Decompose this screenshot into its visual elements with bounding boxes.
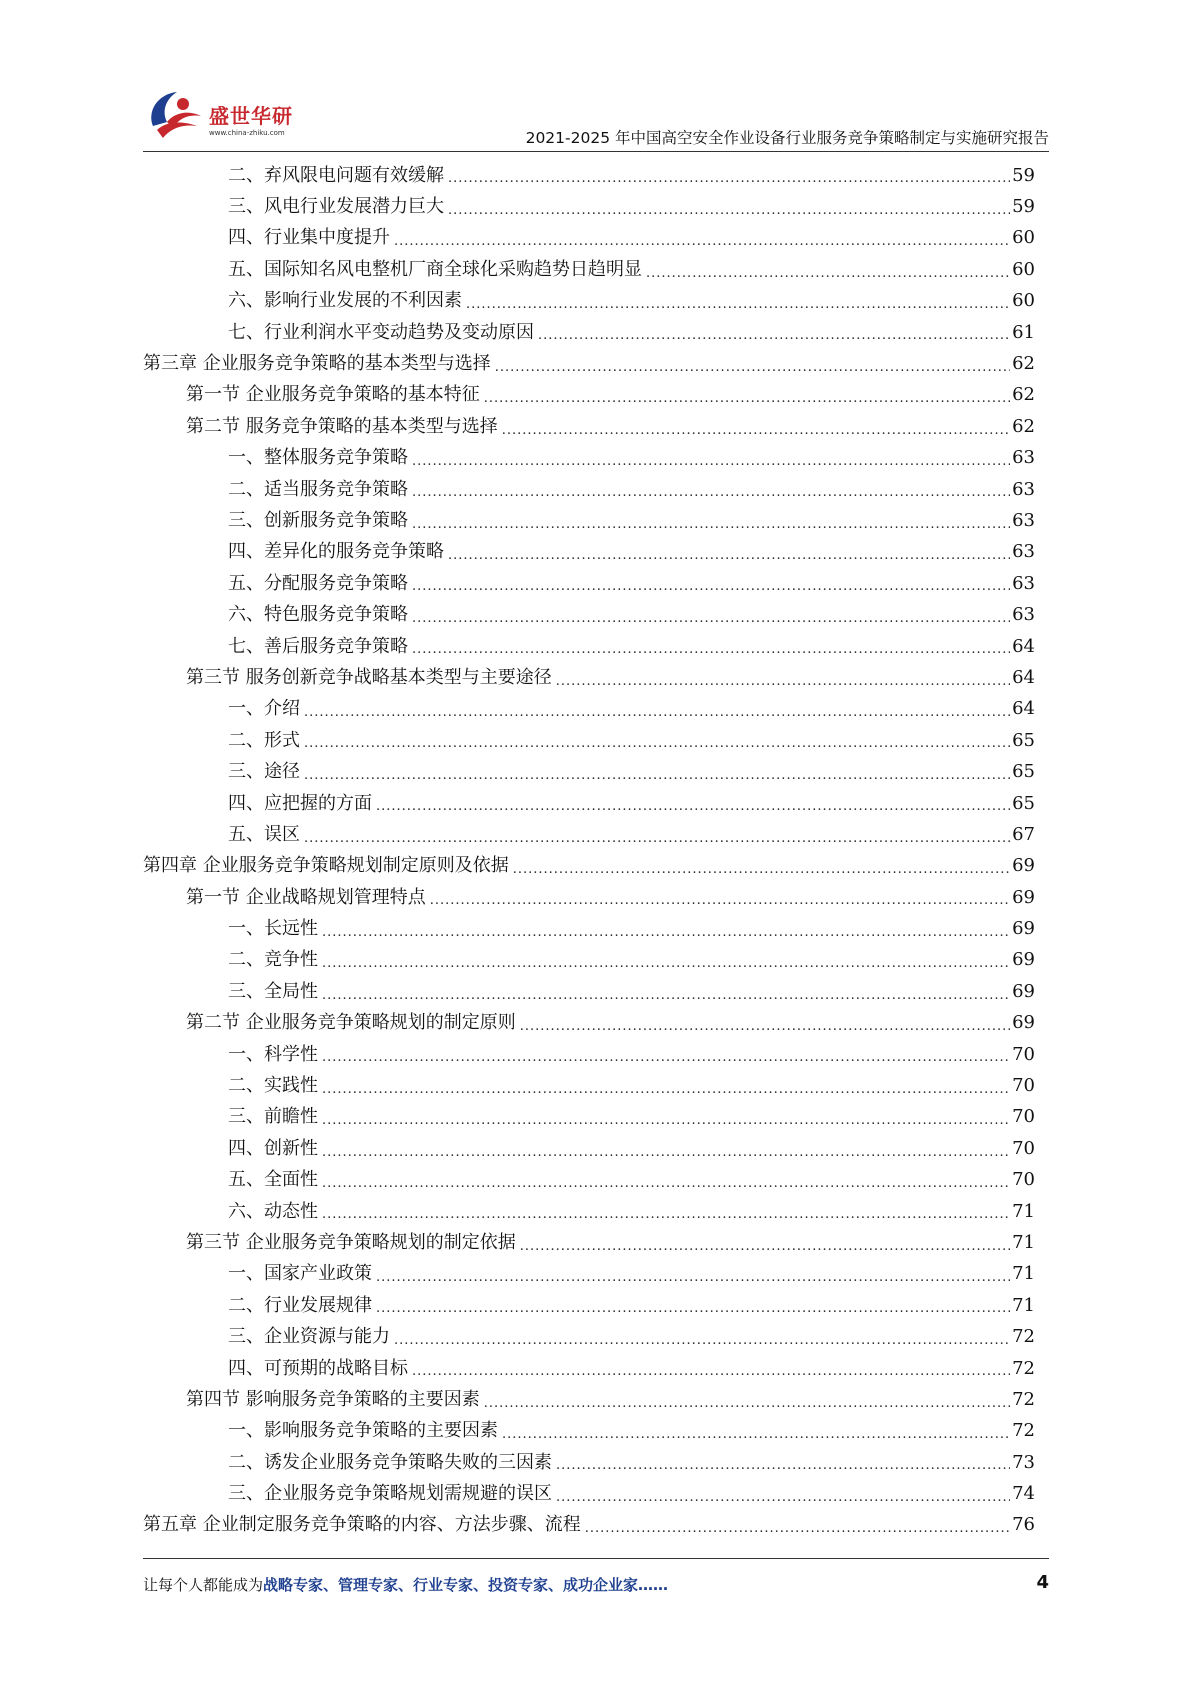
toc-entry-title: 六、特色服务竞争策略 [228, 604, 408, 626]
toc-dot-leader [322, 1114, 1010, 1133]
toc-entry[interactable] [143, 1416, 1035, 1447]
toc-entry-title: 三、风电行业发展潜力巨大 [228, 196, 444, 218]
toc-entry-page: 63 [1012, 509, 1035, 531]
toc-entry-title: 三、途径 [228, 761, 300, 783]
toc-entry-page: 62 [1012, 415, 1035, 437]
toc-dot-leader [322, 989, 1010, 1008]
toc-entry-page: 69 [1012, 886, 1035, 908]
toc-dot-leader [502, 1428, 1010, 1447]
brand-name: 盛世华研 [209, 104, 293, 128]
toc-dot-leader [412, 486, 1010, 505]
toc-dot-leader [304, 769, 1010, 788]
toc-entry-title: 一、整体服务竞争策略 [228, 447, 408, 469]
toc-entry-page: 70 [1012, 1106, 1035, 1128]
toc-entry[interactable] [143, 1008, 1035, 1039]
toc-entry[interactable] [143, 631, 1035, 662]
toc-entry[interactable] [143, 725, 1035, 756]
toc-dot-leader [322, 957, 1010, 976]
toc-entry[interactable] [143, 505, 1035, 536]
toc-entry-title: 第五章 企业制定服务竞争策略的内容、方法步骤、流程 [143, 1514, 581, 1536]
toc-entry-title: 五、误区 [228, 823, 300, 845]
toc-dot-leader [394, 1334, 1010, 1353]
table-of-contents [143, 160, 1035, 1541]
toc-entry[interactable] [143, 568, 1035, 599]
toc-dot-leader [448, 204, 1010, 223]
brand-url: www.china-zhiku.com [209, 129, 285, 137]
toc-entry-title: 七、行业利润水平变动趋势及变动原因 [228, 321, 534, 343]
toc-entry[interactable] [143, 599, 1035, 630]
toc-entry-page: 72 [1012, 1420, 1035, 1442]
toc-dot-leader [556, 1459, 1010, 1478]
toc-entry-page: 63 [1012, 447, 1035, 469]
slogan-highlight: 战略专家、管理专家、行业专家、投资专家、成功企业家…… [263, 1576, 669, 1594]
toc-entry-title: 一、影响服务竞争策略的主要因素 [228, 1420, 498, 1442]
toc-dot-leader [376, 800, 1010, 819]
toc-entry[interactable] [143, 1196, 1035, 1227]
toc-entry-title: 第四节 影响服务竞争策略的主要因素 [186, 1388, 480, 1410]
toc-entry-title: 二、行业发展规律 [228, 1294, 372, 1316]
toc-entry-title: 第三节 企业服务竞争策略规划的制定依据 [186, 1231, 516, 1253]
toc-entry-page: 76 [1012, 1514, 1035, 1536]
toc-entry[interactable] [143, 756, 1035, 787]
toc-entry-page: 71 [1012, 1294, 1035, 1316]
toc-entry-page: 70 [1012, 1169, 1035, 1191]
header-divider [143, 151, 1049, 152]
toc-dot-leader [322, 926, 1010, 945]
toc-entry-page: 69 [1012, 1012, 1035, 1034]
toc-entry-title: 一、国家产业政策 [228, 1263, 372, 1285]
toc-entry-title: 四、可预期的战略目标 [228, 1357, 408, 1379]
toc-dot-leader [430, 894, 1010, 913]
toc-dot-leader [322, 1083, 1010, 1102]
toc-entry[interactable] [143, 1039, 1035, 1070]
toc-dot-leader [304, 737, 1010, 756]
toc-dot-leader [394, 235, 1010, 254]
logo-mark-icon [143, 82, 207, 146]
toc-entry-page: 70 [1012, 1075, 1035, 1097]
toc-dot-leader [538, 329, 1010, 348]
toc-entry-title: 三、创新服务竞争策略 [228, 509, 408, 531]
toc-entry-page: 64 [1012, 698, 1035, 720]
toc-entry-page: 70 [1012, 1137, 1035, 1159]
toc-entry-page: 61 [1012, 321, 1035, 343]
toc-entry[interactable] [143, 913, 1035, 944]
toc-entry-page: 69 [1012, 918, 1035, 940]
toc-entry-title: 第一节 企业服务竞争策略的基本特征 [186, 384, 480, 406]
toc-entry-page: 62 [1012, 353, 1035, 375]
toc-entry[interactable] [143, 788, 1035, 819]
toc-entry-page: 63 [1012, 478, 1035, 500]
toc-entry-page: 71 [1012, 1231, 1035, 1253]
toc-dot-leader [412, 518, 1010, 537]
page-header [143, 82, 1049, 148]
toc-dot-leader [556, 1491, 1010, 1510]
toc-entry[interactable] [143, 380, 1035, 411]
toc-entry-title: 一、长远性 [228, 918, 318, 940]
toc-dot-leader [466, 298, 1010, 317]
toc-entry[interactable] [143, 662, 1035, 693]
toc-entry-title: 第三节 服务创新竞争战略基本类型与主要途径 [186, 666, 552, 688]
toc-entry-page: 69 [1012, 855, 1035, 877]
toc-entry-title: 二、弃风限电问题有效缓解 [228, 164, 444, 186]
toc-entry[interactable] [143, 1384, 1035, 1415]
toc-entry-title: 四、差异化的服务竞争策略 [228, 541, 444, 563]
toc-entry-page: 67 [1012, 823, 1035, 845]
toc-entry-title: 五、分配服务竞争策略 [228, 572, 408, 594]
toc-entry-title: 三、全局性 [228, 980, 318, 1002]
toc-entry[interactable] [143, 537, 1035, 568]
toc-entry-title: 六、动态性 [228, 1200, 318, 1222]
toc-entry[interactable] [143, 317, 1035, 348]
toc-entry-page: 65 [1012, 792, 1035, 814]
toc-entry-page: 60 [1012, 227, 1035, 249]
toc-dot-leader [556, 675, 1010, 694]
toc-entry[interactable] [143, 474, 1035, 505]
toc-entry[interactable] [143, 223, 1035, 254]
toc-entry[interactable] [143, 1290, 1035, 1321]
toc-entry-title: 二、适当服务竞争策略 [228, 478, 408, 500]
toc-entry-page: 59 [1012, 164, 1035, 186]
toc-entry[interactable] [143, 1510, 1035, 1541]
toc-entry-page: 63 [1012, 541, 1035, 563]
toc-entry-page: 74 [1012, 1483, 1035, 1505]
toc-entry-page: 65 [1012, 729, 1035, 751]
toc-entry-title: 第二节 服务竞争策略的基本类型与选择 [186, 415, 498, 437]
toc-entry[interactable] [143, 1070, 1035, 1101]
toc-entry-title: 第三章 企业服务竞争策略的基本类型与选择 [143, 353, 491, 375]
toc-entry-title: 二、诱发企业服务竞争策略失败的三因素 [228, 1451, 552, 1473]
toc-entry[interactable] [143, 443, 1035, 474]
toc-dot-leader [646, 267, 1010, 286]
toc-dot-leader [520, 1020, 1010, 1039]
toc-entry-page: 71 [1012, 1263, 1035, 1285]
toc-entry[interactable] [143, 191, 1035, 222]
toc-dot-leader [448, 172, 1010, 191]
toc-entry-title: 一、科学性 [228, 1043, 318, 1065]
toc-entry[interactable] [143, 254, 1035, 285]
toc-entry-title: 三、企业服务竞争策略规划需规避的误区 [228, 1483, 552, 1505]
toc-entry-page: 62 [1012, 384, 1035, 406]
toc-entry-title: 三、前瞻性 [228, 1106, 318, 1128]
toc-entry[interactable] [143, 1447, 1035, 1478]
toc-entry-page: 71 [1012, 1200, 1035, 1222]
toc-dot-leader [412, 455, 1010, 474]
toc-dot-leader [513, 863, 1010, 882]
toc-entry[interactable] [143, 1259, 1035, 1290]
toc-entry-title: 第二节 企业服务竞争策略规划的制定原则 [186, 1012, 516, 1034]
toc-dot-leader [376, 1302, 1010, 1321]
toc-entry-page: 65 [1012, 761, 1035, 783]
toc-dot-leader [448, 549, 1010, 568]
toc-dot-leader [322, 1051, 1010, 1070]
toc-entry[interactable] [143, 160, 1035, 191]
footer-slogan [143, 1574, 668, 1595]
toc-entry-page: 60 [1012, 258, 1035, 280]
toc-dot-leader [304, 706, 1010, 725]
toc-entry[interactable] [143, 411, 1035, 442]
toc-dot-leader [412, 1365, 1010, 1384]
toc-entry-title: 四、应把握的方面 [228, 792, 372, 814]
toc-entry[interactable] [143, 1321, 1035, 1352]
report-title: 2021-2025 年中国高空安全作业设备行业服务竞争策略制定与实施研究报告 [525, 129, 1049, 147]
toc-entry-page: 72 [1012, 1388, 1035, 1410]
toc-entry-title: 二、实践性 [228, 1075, 318, 1097]
toc-dot-leader [520, 1240, 1010, 1259]
toc-entry-title: 二、竞争性 [228, 949, 318, 971]
toc-entry[interactable] [143, 1165, 1035, 1196]
toc-entry-title: 二、形式 [228, 729, 300, 751]
toc-entry[interactable] [143, 1353, 1035, 1384]
toc-entry-title: 四、创新性 [228, 1137, 318, 1159]
toc-entry-page: 63 [1012, 604, 1035, 626]
toc-dot-leader [585, 1522, 1010, 1541]
toc-entry-title: 五、国际知名风电整机厂商全球化采购趋势日趋明显 [228, 258, 642, 280]
toc-dot-leader [376, 1271, 1010, 1290]
toc-dot-leader [484, 392, 1010, 411]
toc-entry[interactable] [143, 348, 1035, 379]
toc-entry-page: 59 [1012, 196, 1035, 218]
toc-entry-page: 60 [1012, 290, 1035, 312]
toc-entry[interactable] [143, 694, 1035, 725]
toc-entry[interactable] [143, 286, 1035, 317]
toc-entry-title: 第一节 企业战略规划管理特点 [186, 886, 426, 908]
toc-entry-page: 72 [1012, 1357, 1035, 1379]
toc-dot-leader [304, 832, 1010, 851]
toc-dot-leader [484, 1397, 1010, 1416]
toc-entry[interactable] [143, 1102, 1035, 1133]
toc-dot-leader [412, 580, 1010, 599]
company-logo [143, 82, 313, 146]
toc-dot-leader [412, 643, 1010, 662]
toc-dot-leader [322, 1208, 1010, 1227]
toc-dot-leader [412, 612, 1010, 631]
toc-entry-page: 69 [1012, 949, 1035, 971]
toc-entry[interactable] [143, 1133, 1035, 1164]
toc-entry[interactable] [143, 1478, 1035, 1509]
toc-entry-title: 一、介绍 [228, 698, 300, 720]
toc-entry-page: 72 [1012, 1326, 1035, 1348]
toc-entry-title: 五、全面性 [228, 1169, 318, 1191]
footer-divider [143, 1558, 1049, 1559]
toc-entry[interactable] [143, 851, 1035, 882]
toc-dot-leader [495, 361, 1010, 380]
toc-entry[interactable] [143, 819, 1035, 850]
toc-entry-title: 三、企业资源与能力 [228, 1326, 390, 1348]
page-number: 4 [1036, 1572, 1049, 1593]
toc-entry-title: 四、行业集中度提升 [228, 227, 390, 249]
toc-entry[interactable] [143, 1227, 1035, 1258]
toc-entry[interactable] [143, 976, 1035, 1007]
slogan-prefix: 让每个人都能成为 [143, 1576, 264, 1594]
toc-entry-page: 63 [1012, 572, 1035, 594]
page-footer [143, 1574, 1049, 1598]
toc-dot-leader [502, 424, 1010, 443]
toc-entry[interactable] [143, 882, 1035, 913]
toc-entry-title: 七、善后服务竞争策略 [228, 635, 408, 657]
toc-dot-leader [322, 1146, 1010, 1165]
toc-dot-leader [322, 1177, 1010, 1196]
toc-entry-title: 六、影响行业发展的不利因素 [228, 290, 462, 312]
toc-entry[interactable] [143, 945, 1035, 976]
toc-entry-page: 64 [1012, 666, 1035, 688]
toc-entry-page: 70 [1012, 1043, 1035, 1065]
toc-entry-page: 73 [1012, 1451, 1035, 1473]
toc-entry-page: 64 [1012, 635, 1035, 657]
toc-entry-title: 第四章 企业服务竞争策略规划制定原则及依据 [143, 855, 509, 877]
toc-entry-page: 69 [1012, 980, 1035, 1002]
